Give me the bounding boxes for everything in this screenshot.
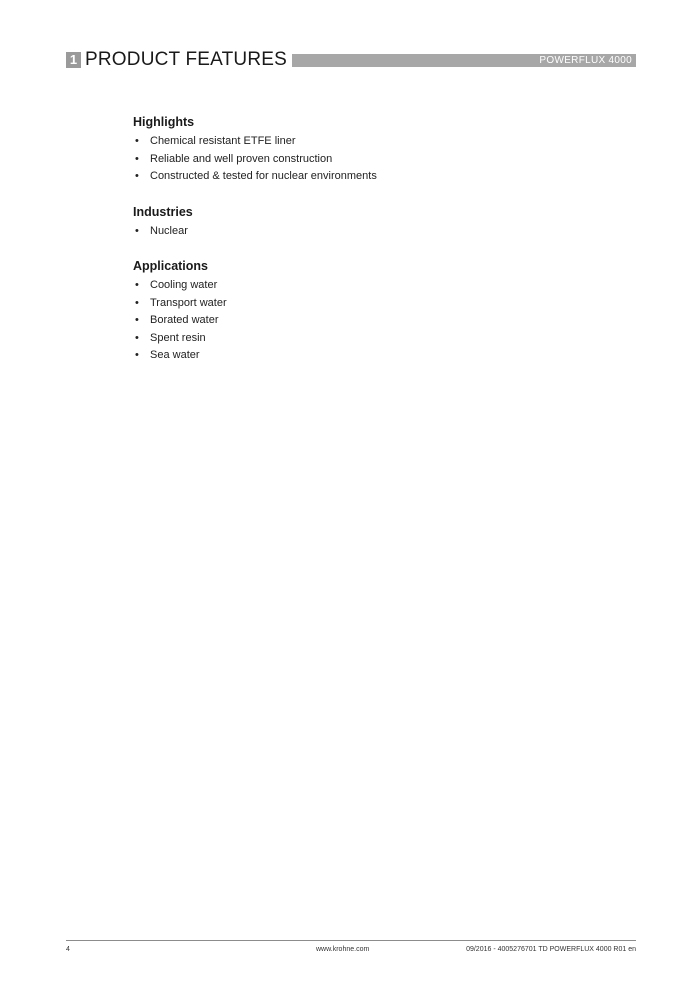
bullet-icon: • (135, 296, 139, 309)
list-item-text: Borated water (150, 314, 219, 326)
section-applications (133, 258, 633, 365)
section-highlights (133, 114, 633, 186)
list-item-text: Cooling water (150, 279, 218, 291)
main-content (133, 114, 633, 383)
bullet-icon: • (135, 314, 139, 326)
bullet-list (133, 277, 633, 365)
list-item (133, 347, 633, 365)
bullet-list (133, 133, 633, 186)
list-item-text: Chemical resistant ETFE liner (150, 135, 296, 147)
list-item (133, 312, 633, 330)
list-item (133, 223, 633, 241)
section-heading: Highlights (133, 115, 195, 129)
list-item-text: Nuclear (150, 224, 188, 237)
list-item-text: Constructed & tested for nuclear environments (150, 170, 377, 182)
list-item (133, 168, 633, 186)
bullet-icon: • (135, 331, 139, 344)
document-reference: 09/2016 - 4005276701 TD POWERFLUX 4000 R01 en (466, 946, 636, 953)
bullet-list (133, 223, 633, 241)
list-item (133, 277, 633, 295)
section-industries (133, 204, 633, 241)
list-item (133, 151, 633, 169)
page-footer (66, 944, 636, 956)
bullet-icon: • (135, 135, 139, 147)
chapter-title: PRODUCT FEATURES (85, 49, 288, 70)
bullet-icon: • (135, 349, 139, 361)
list-item-text: Sea water (150, 349, 200, 361)
list-item (133, 330, 633, 348)
bullet-icon: • (135, 224, 139, 237)
bullet-icon: • (135, 170, 139, 182)
list-item-text: Transport water (150, 296, 227, 309)
footer-website-link[interactable]: www.krohne.com (316, 946, 370, 953)
section-heading: Industries (133, 204, 193, 219)
product-name: POWERFLUX 4000 (539, 54, 632, 66)
footer-divider (66, 940, 636, 941)
header-bar (292, 54, 636, 67)
list-item (133, 295, 633, 313)
page-number: 4 (66, 946, 70, 953)
list-item-text: Spent resin (150, 331, 206, 344)
page-header (66, 50, 636, 70)
chapter-number-badge: 1 (66, 52, 81, 68)
list-item (133, 133, 633, 151)
bullet-icon: • (135, 279, 139, 291)
bullet-icon: • (135, 152, 139, 165)
list-item-text: Reliable and well proven construction (150, 152, 333, 165)
section-heading: Applications (133, 259, 209, 273)
